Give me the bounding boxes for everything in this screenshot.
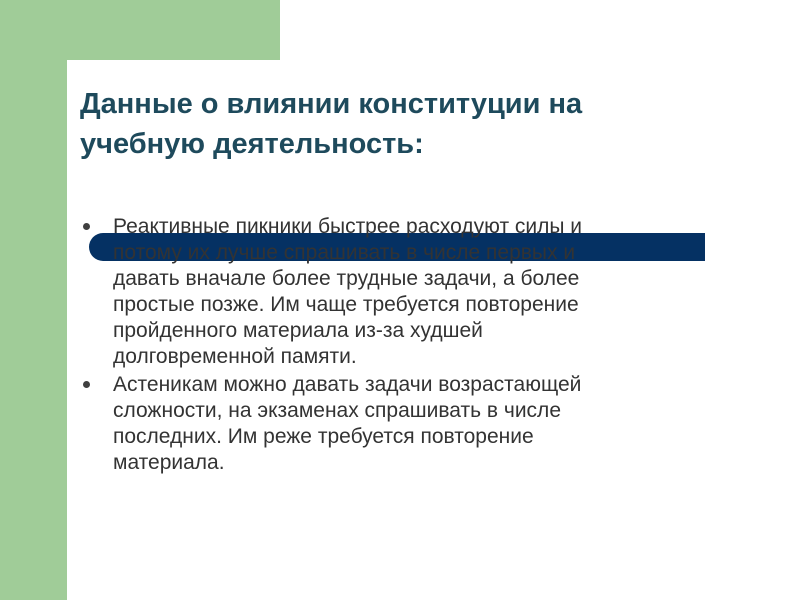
green-accent-block: [0, 0, 280, 60]
bullet-text-line: Реактивные пикники быстрее расходуют силы и: [113, 215, 583, 238]
slide-title-line: учебную деятельность:: [80, 128, 424, 160]
slide-title-line: Данные о влиянии конституции на: [80, 88, 583, 120]
bullet-item: [80, 214, 720, 370]
green-accent-column: [0, 0, 67, 600]
bullet-dot-icon: [83, 381, 90, 388]
bullet-text-line: последних. Им реже требуется повторение: [113, 425, 534, 448]
bullet-text-line: Астеникам можно давать задачи возрастающей: [113, 373, 582, 396]
bullet-text-line: материала.: [113, 451, 225, 474]
bullet-text-line: давать вначале более трудные задачи, а более: [113, 267, 580, 290]
bullet-text-line: долговременной памяти.: [113, 345, 357, 368]
bullet-item: [80, 372, 720, 476]
bullet-text-line: потому их лучше спрашивать в числе первых и: [113, 241, 576, 264]
bullet-text-line: простые позже. Им чаще требуется повторение: [113, 293, 579, 316]
slide-title: [80, 84, 720, 164]
bullet-text-line: сложности, на экзаменах спрашивать в числе: [113, 399, 561, 422]
bullet-list: [80, 214, 720, 478]
bullet-dot-icon: [83, 223, 90, 230]
bullet-text-line: пройденного материала из-за худшей: [113, 319, 483, 342]
